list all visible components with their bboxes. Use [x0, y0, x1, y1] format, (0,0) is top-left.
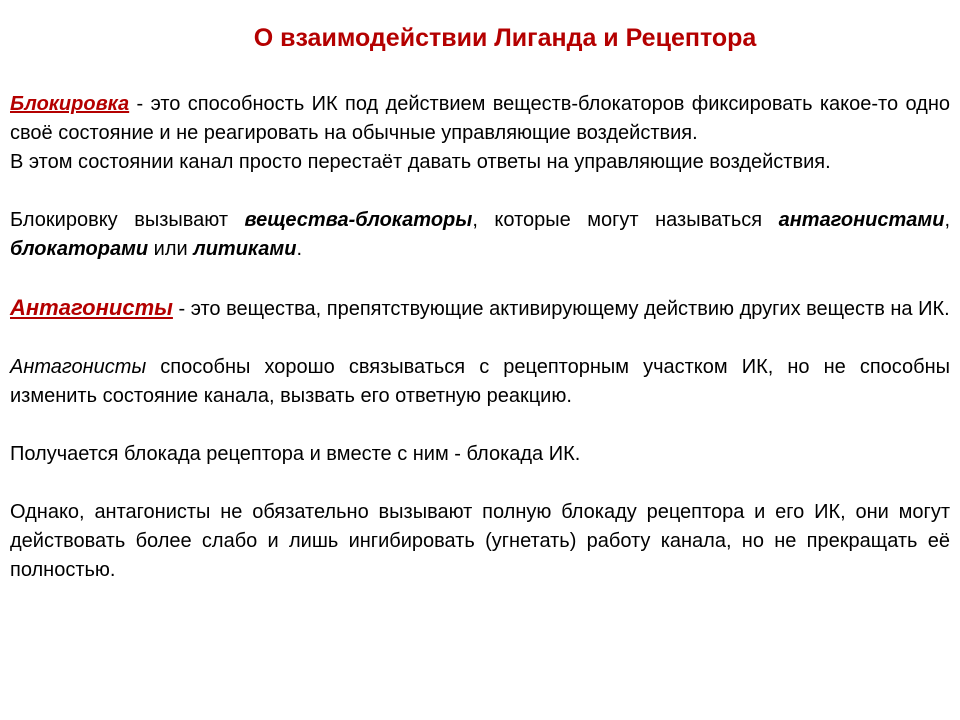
- paragraph-partial-blockade: Однако, антагонисты не обязательно вызывают полную блокаду рецептора и его ИК, они могут действовать более слабо и лишь ингибировать (угнетать) работу канала, но не прекращать её полностью.: [10, 501, 950, 581]
- term-antagonists-bold: антагонистами: [778, 209, 945, 231]
- term-blocker-substances: вещества-блокаторы: [244, 209, 473, 231]
- blockers-text-3: ,: [944, 209, 950, 231]
- blockers-text-4: или: [148, 238, 194, 260]
- term-blocking: Блокировка: [10, 93, 130, 115]
- antagonists-binding-text: способны хорошо связываться с рецепторным участком ИК, но не способны изменить состояние канала, вызвать его ответную реакцию.: [10, 356, 950, 407]
- spacer: [10, 469, 950, 498]
- term-antagonists-italic: Антагонисты: [10, 356, 147, 378]
- term-blockers-bold: блокаторами: [10, 238, 149, 260]
- paragraph-antagonists-binding: [10, 353, 950, 411]
- paragraph-blocking-definition: [10, 90, 950, 148]
- blockers-text-2: , которые могут называться: [472, 209, 779, 231]
- spacer: [10, 264, 950, 293]
- spacer: [10, 324, 950, 353]
- slide-body: [10, 90, 950, 585]
- term-lytics-bold: литиками: [193, 238, 297, 260]
- spacer: [10, 411, 950, 440]
- slide-title: О взаимодействии Лиганда и Рецептора: [253, 24, 757, 52]
- blockers-text-1: Блокировку вызывают: [10, 209, 245, 231]
- spacer: [10, 177, 950, 206]
- antagonists-definition-text: - это вещества, препятствующие активирующему действию других веществ на ИК.: [172, 298, 950, 320]
- blockers-text-5: .: [296, 238, 302, 260]
- blocking-definition-text: - это способность ИК под действием веществ-блокаторов фиксировать какое-то одно своё состояние и не реагировать на обычные управляющие воздействия.: [10, 93, 950, 144]
- paragraph-blocked-state: В этом состоянии канал просто перестаёт давать ответы на управляющие воздействия.: [10, 151, 831, 173]
- paragraph-antagonists-definition: [10, 293, 950, 324]
- paragraph-blockers: [10, 206, 950, 264]
- term-antagonists: Антагонисты: [10, 295, 173, 320]
- paragraph-blockade: Получается блокада рецептора и вместе с ним - блокада ИК.: [10, 443, 581, 465]
